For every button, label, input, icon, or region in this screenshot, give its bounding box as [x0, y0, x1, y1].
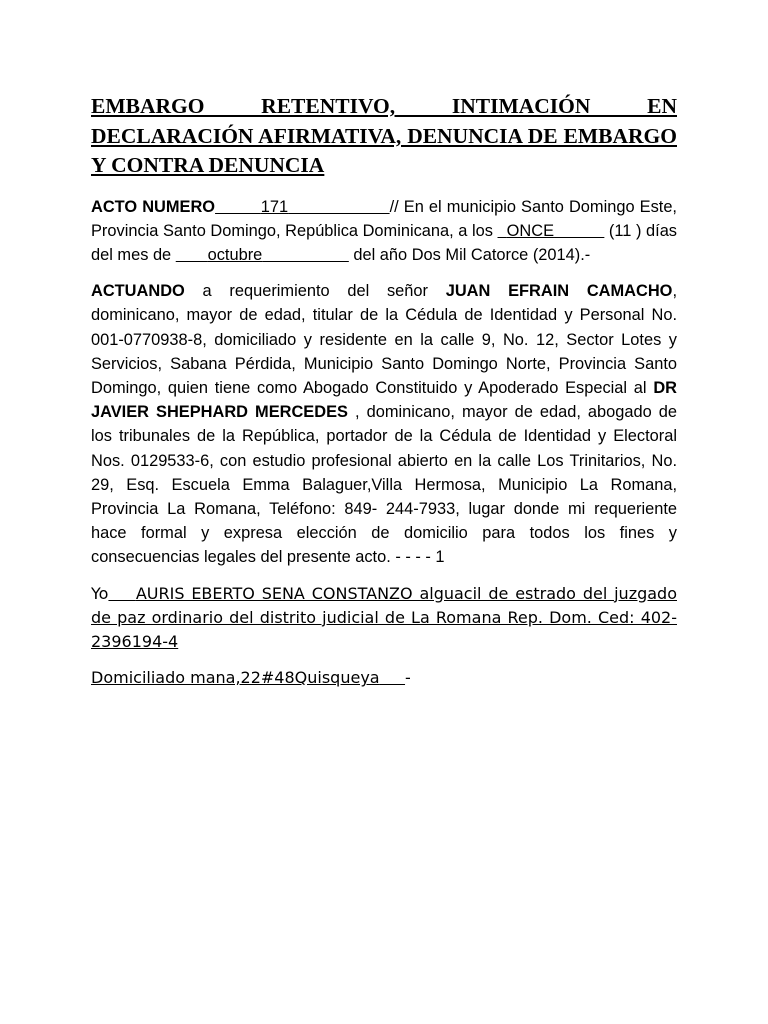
month-blank	[176, 246, 349, 264]
acto-text-1: // En el municipio Santo Domingo Este, Provincia Santo Domingo, República Dominicana, a los	[91, 197, 677, 240]
domicilio-suffix: -	[405, 668, 411, 688]
acto-text-3: del año Dos Mil Catorce (2014).-	[348, 245, 591, 264]
domicilio-text: Domiciliado mana,22#48Quisqueya	[91, 668, 380, 688]
lawyer-name: DR JAVIER SHEPHARD MERCEDES	[91, 378, 677, 422]
domicilio-blank	[91, 668, 405, 687]
alguacil-text: AURIS EBERTO SENA CONSTANZO alguacil de estrado del juzgado de paz ordinario del distrito judicial de La Romana Rep. Dom. Ced: 402-2396194-4	[91, 583, 677, 651]
alguacil-paragraph	[91, 582, 677, 655]
actuando-text-1: a requerimiento del señor	[184, 282, 446, 301]
alguacil-prefix: Yo	[91, 583, 109, 603]
actuando-text-3: , dominicano, mayor de edad, abogado de los tribunales de la República, portador de la Cédula de Identidad y Electoral Nos. 0129533-6, con estudio profesional abierto en la calle Los Trinitarios, No. 29, Esq. Escuela Emma Balaguer,Villa Hermosa, Municipio La Romana, Provincia La Romana, Teléfono: 849- 244-7933, lugar donde mi requeriente hace formal y expresa elección de domicilio para todos los fines y consecuencias legales del presente acto. - - - - 1	[91, 403, 677, 567]
acto-month: octubre	[207, 245, 263, 264]
acto-number: 171	[260, 197, 289, 216]
document-title: EMBARGO RETENTIVO, INTIMACIÓN EN DECLARACIÓN AFIRMATIVA, DENUNCIA DE EMBARGO Y CONTRA DENUNCIA	[91, 94, 677, 177]
alguacil-blank	[91, 584, 677, 651]
actuando-paragraph	[91, 279, 677, 569]
acto-day-word: ONCE	[506, 221, 555, 240]
domicilio-paragraph	[91, 666, 677, 690]
client-name: JUAN EFRAIN CAMACHO	[445, 282, 673, 301]
actuando-label: ACTUANDO	[91, 282, 185, 301]
day-blank	[498, 222, 605, 240]
acto-text-2: (11 ) días del mes de	[91, 221, 677, 264]
acto-paragraph	[91, 195, 677, 268]
acto-label: ACTO NUMERO	[91, 197, 216, 216]
actuando-text-2: , dominicano, mayor de edad, titular de la Cédula de Identidad y Personal No. 001-0770938-8, domiciliado y residente en la calle 9, No. 12, Sector Lotes y Servicios, Sabana Pérdida, Municipio Santo Domingo Norte, Provincia Santo Domingo, quien tiene como Abogado Constituido y Apoderado Especial al	[91, 282, 677, 397]
acto-number-blank	[215, 198, 390, 216]
document-page	[91, 92, 677, 702]
